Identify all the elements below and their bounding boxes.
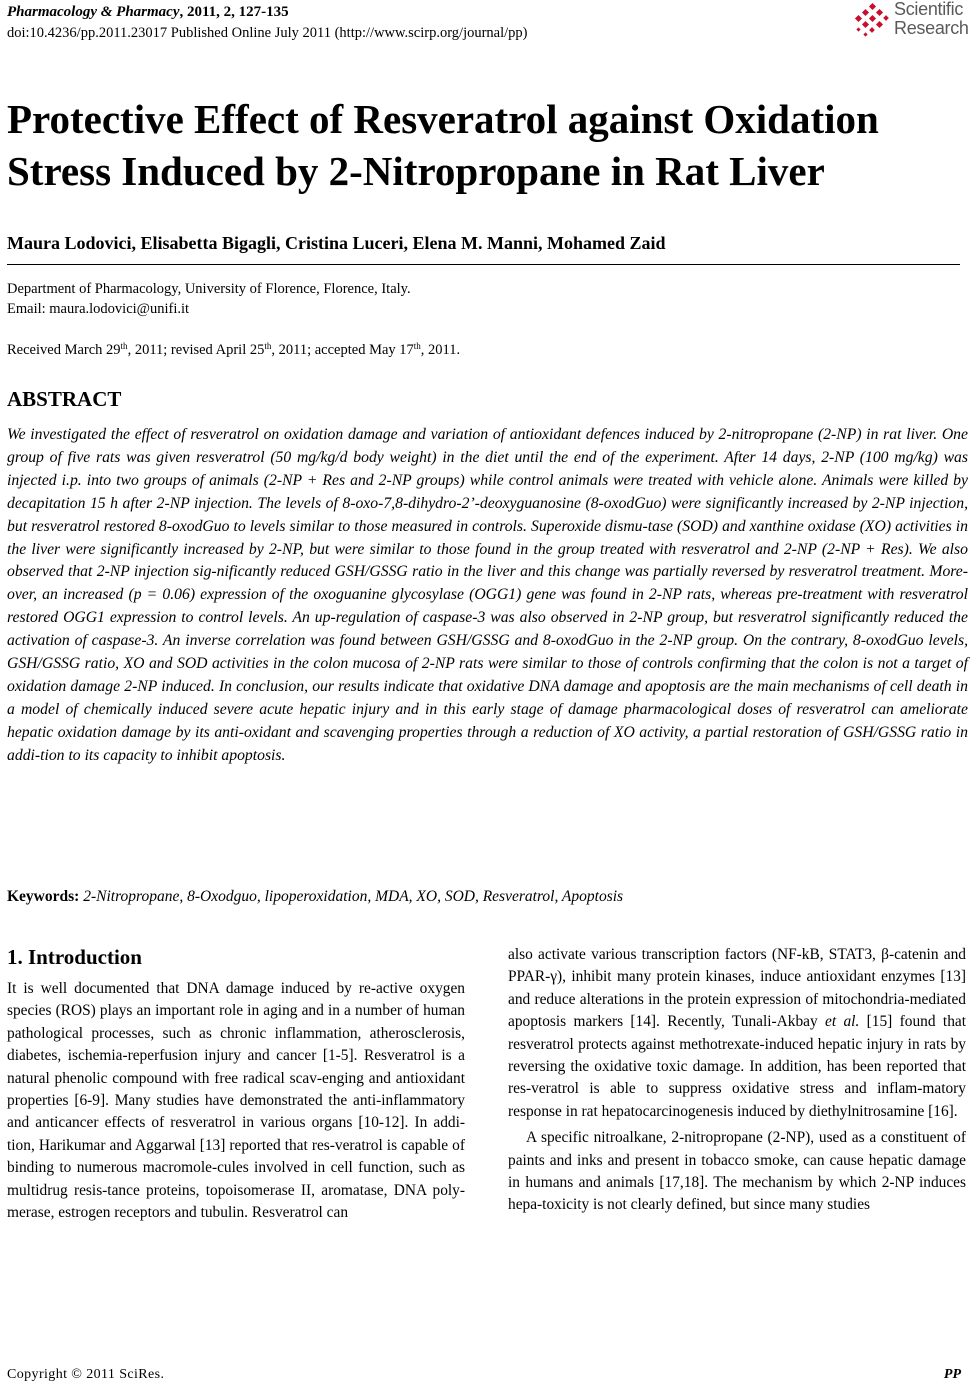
keywords-label: Keywords: [7,888,80,905]
article-title: Protective Effect of Resveratrol against Oxidation Stress Induced by 2-Nitropropane in Rat Liver [7,96,879,194]
keywords-list: 2-Nitropropane, 8-Oxodguo, lipoperoxidation, MDA, XO, SOD, Resveratrol, Apoptosis [79,888,624,905]
logo-mark-icon [852,2,892,42]
journal-abbrev: PP [943,1367,961,1382]
author-list: Maura Lodovici, Elisabetta Bigagli, Cristina Luceri, Elena M. Manni, Mohamed Zaid [7,233,666,253]
logo-line-2: Research [894,18,969,38]
affiliation-block [7,279,411,319]
publisher-logo [852,0,971,44]
logo-line-1: Scientific [894,0,964,19]
intro-paragraph-1-cont: also activate various transcription factors (NF-kB, STAT3, β-catenin and PPAR-γ), inhibit many protein kinases, induce antioxidant enzymes [13] and reduce alterations in the protein expression of mitochondria-mediated apoptosis markers [14]. Recently, Tunali-Akbay et al. [15] found that resveratrol protects against methotrexate-induced hepatic injury in rats by reversing the oxidative toxic damage. In addition, has been reported that res-veratrol is able to suppress oxidative stress and inflam-matory response in rat hepatocarcinogenesis induced by diethylnitrosamine [16]. [508,946,966,1120]
intro-paragraph-2: A specific nitroalkane, 2-nitropropane (2-NP), used as a constituent of paints and inks and present in tobacco smoke, can cause hepatic damage in humans and animals [17,18]. The mechanism by which 2-NP induces hepa-toxicity is not clearly defined, but since many studies [508,1129,966,1214]
affiliation: Department of Pharmacology, University of Florence, Florence, Italy. [7,281,411,297]
section-heading-introduction: 1. Introduction [7,945,142,969]
received-dates: Received March 29th, 2011; revised April 25th, 2011; accepted May 17th, 2011. [7,341,461,358]
header-divider [7,264,960,265]
abstract-heading: ABSTRACT [7,387,122,411]
keywords [7,886,623,908]
right-column [508,944,966,1217]
logo-text [894,0,969,38]
journal-name: Pharmacology & Pharmacy [7,4,180,20]
journal-citation [7,2,289,22]
volume-info: , 2011, 2, 127-135 [179,4,289,20]
abstract-text: We investigated the effect of resveratrol on oxidation damage and variation of antioxidant defences induced by 2-nitropropane (2-NP) in rat liver. One group of five rats was given resveratrol (50 mg/kg/d body weight) in the diet until the end of the experiment. After 14 days, 2-NP (100 mg/kg) was injected i.p. into two groups of animals (2-NP + Res and 2-NP groups) while control animals were treated with vehicle alone. Animals were killed by decapitation 15 h after 2-NP injection. The levels of 8-oxo-7,8-dihydro-2’-deoxyguanosine (8-oxodGuo) were significantly increased by 2-NP injection, but resveratrol restored 8-oxodGuo to levels similar to those measured in controls. Superoxide dismu-tase (SOD) and xanthine oxidase (XO) activities in the liver were significantly increased by 2-NP, but were similar to those found in the group treated with resveratrol and 2-NP (2-NP + Res). We also observed that 2-NP injection sig-nificantly reduced GSH/GSSG ratio in the liver and this change was partially reversed by resveratrol treatment. More-over, an increased (p = 0.06) expression of the oxoguanine glycosylase (OGG1) gene was found in 2-NP rats, whereas pre-treatment with resveratrol restored OGG1 expression to control levels. An up-regulation of caspase-3 was also observed in 2-NP group, but resveratrol significantly reduced the activation of caspase-3. An inverse correlation was found between GSH/GSSG and 8-oxodGuo in the 2-NP group. On the contrary, 8-oxodGuo levels, GSH/GSSG ratio, XO and SOD activities in the colon mucosa of 2-NP rats were similar to those of controls confirming that the colon is not a target of oxidation damage 2-NP induced. In conclusion, our results indicate that oxidative DNA damage and apoptosis are the main mechanisms of cell death in a model of chemically induced severe acute hepatic injury and in this early stage of damage pharmacological doses of resveratrol can ameliorate hepatic oxidation damage by its anti-oxidant and scavenging properties through a reduction of XO activity, a partial restoration of GSH/GSSG ratio in addi-tion to its capacity to inhibit apoptosis. [7,426,968,764]
email: Email: maura.lodovici@unifi.it [7,301,190,317]
left-column [7,944,465,1224]
copyright: Copyright © 2011 SciRes. [7,1367,165,1382]
doi-line: doi:10.4236/pp.2011.23017 Published Online July 2011 (http://www.scirp.org/journal/pp) [7,25,528,41]
intro-paragraph-1: It is well documented that DNA damage induced by re-active oxygen species (ROS) plays an important role in aging and in a number of human pathological processes, such as chronic inflammation, atherosclerosis, diabetes, ischemia-reperfusion injury and cancer [1-5]. Resveratrol is a natural phenolic compound with free radical scav-enging and antioxidant properties [6-9]. Many studies have demonstrated the anti-inflammatory and anticancer effects of resveratrol in various organs [10-12]. In addi-tion, Harikumar and Aggarwal [13] reported that res-veratrol is capable of binding to numerous macromole-cules involved in cell function, such as multidrug resis-tance proteins, topoisomerase II, aromatase, DNA poly-merase, estrogen receptors and tubulin. Resveratrol can [7,980,465,1222]
